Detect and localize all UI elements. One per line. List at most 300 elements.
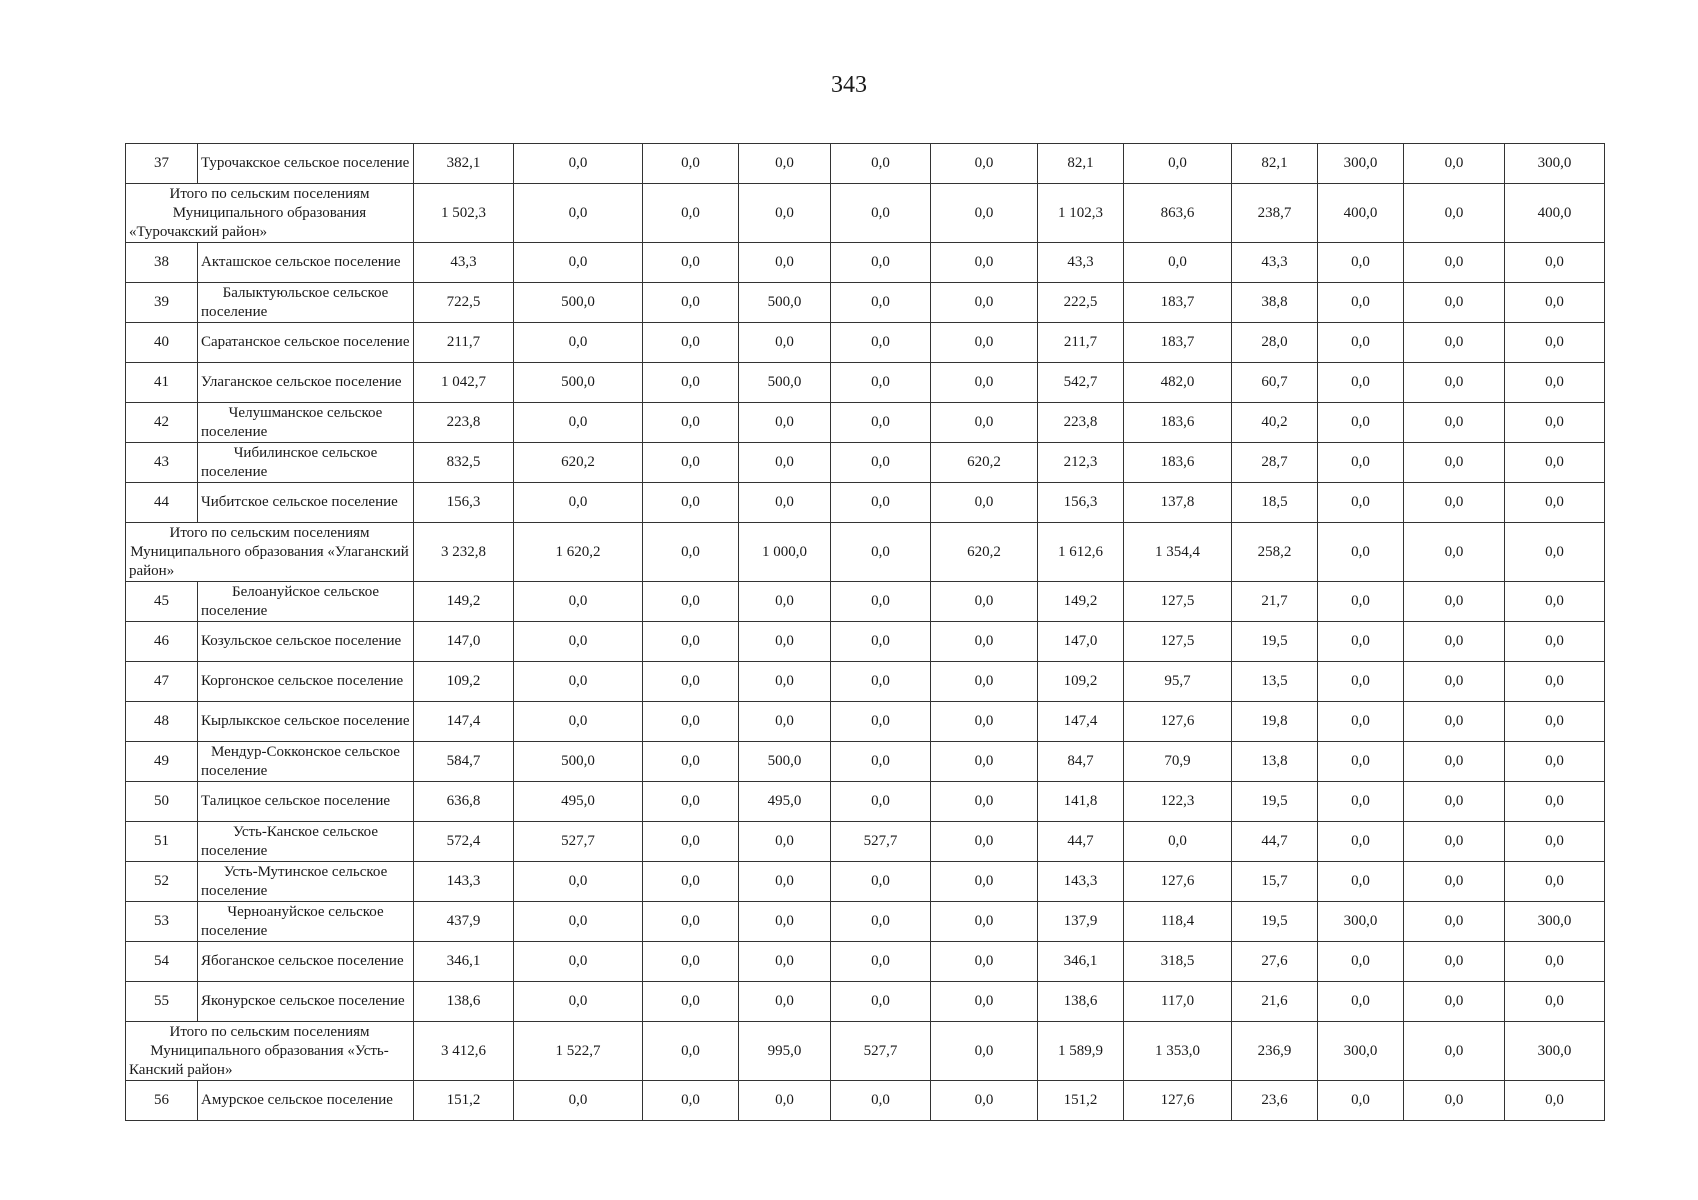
value-cell-col-2: 0,0 [514, 702, 643, 742]
value-cell-col-9: 15,7 [1232, 862, 1318, 902]
value-cell-col-9: 236,9 [1232, 1022, 1318, 1081]
settlement-name: Талицкое сельское поселение [198, 782, 414, 822]
value-cell-col-9: 40,2 [1232, 403, 1318, 443]
table-row [126, 742, 1605, 782]
settlement-name: Чибилинское сельское поселение [198, 443, 414, 483]
value-cell-col-8: 127,6 [1124, 702, 1232, 742]
row-number: 46 [126, 622, 198, 662]
value-cell-col-8: 0,0 [1124, 822, 1232, 862]
value-cell-col-1: 138,6 [414, 982, 514, 1022]
value-cell-col-1: 1 042,7 [414, 363, 514, 403]
value-cell-col-8: 122,3 [1124, 782, 1232, 822]
settlement-name: Белоануйское сельское поселение [198, 582, 414, 622]
value-cell-col-9: 13,5 [1232, 662, 1318, 702]
value-cell-col-4: 0,0 [739, 942, 831, 982]
value-cell-col-1: 143,3 [414, 862, 514, 902]
value-cell-col-1: 832,5 [414, 443, 514, 483]
value-cell-col-3: 0,0 [643, 283, 739, 323]
value-cell-col-4: 0,0 [739, 243, 831, 283]
value-cell-col-8: 1 354,4 [1124, 523, 1232, 582]
value-cell-col-8: 118,4 [1124, 902, 1232, 942]
value-cell-col-10: 0,0 [1318, 862, 1404, 902]
row-number: 54 [126, 942, 198, 982]
row-number: 52 [126, 862, 198, 902]
value-cell-col-5: 0,0 [831, 323, 931, 363]
settlement-name: Улаганское сельское поселение [198, 363, 414, 403]
table-row [126, 1081, 1605, 1121]
value-cell-col-11: 0,0 [1404, 443, 1505, 483]
value-cell-col-12: 0,0 [1505, 1081, 1605, 1121]
value-cell-col-5: 0,0 [831, 982, 931, 1022]
value-cell-col-12: 0,0 [1505, 622, 1605, 662]
value-cell-col-12: 0,0 [1505, 582, 1605, 622]
value-cell-col-7: 109,2 [1038, 662, 1124, 702]
table-row [126, 582, 1605, 622]
table-row [126, 782, 1605, 822]
value-cell-col-9: 18,5 [1232, 483, 1318, 523]
value-cell-col-11: 0,0 [1404, 942, 1505, 982]
value-cell-col-10: 0,0 [1318, 662, 1404, 702]
value-cell-col-11: 0,0 [1404, 1081, 1505, 1121]
row-number: 55 [126, 982, 198, 1022]
value-cell-col-5: 527,7 [831, 822, 931, 862]
settlement-name: Ябоганское сельское поселение [198, 942, 414, 982]
settlement-name: Черноануйское сельское поселение [198, 902, 414, 942]
value-cell-col-12: 0,0 [1505, 523, 1605, 582]
value-cell-col-11: 0,0 [1404, 902, 1505, 942]
value-cell-col-11: 0,0 [1404, 822, 1505, 862]
value-cell-col-3: 0,0 [643, 403, 739, 443]
table-row [126, 403, 1605, 443]
value-cell-col-9: 13,8 [1232, 742, 1318, 782]
value-cell-col-4: 0,0 [739, 323, 831, 363]
value-cell-col-1: 636,8 [414, 782, 514, 822]
settlement-name: Челушманское сельское поселение [198, 403, 414, 443]
value-cell-col-9: 19,5 [1232, 782, 1318, 822]
value-cell-col-11: 0,0 [1404, 662, 1505, 702]
value-cell-col-6: 620,2 [931, 523, 1038, 582]
value-cell-col-5: 0,0 [831, 523, 931, 582]
value-cell-col-1: 346,1 [414, 942, 514, 982]
value-cell-col-2: 0,0 [514, 982, 643, 1022]
value-cell-col-6: 0,0 [931, 483, 1038, 523]
value-cell-col-5: 0,0 [831, 403, 931, 443]
value-cell-col-6: 0,0 [931, 323, 1038, 363]
value-cell-col-12: 0,0 [1505, 782, 1605, 822]
value-cell-col-4: 1 000,0 [739, 523, 831, 582]
value-cell-col-12: 300,0 [1505, 144, 1605, 184]
value-cell-col-12: 0,0 [1505, 483, 1605, 523]
value-cell-col-3: 0,0 [643, 862, 739, 902]
table-row-total [126, 1022, 1605, 1081]
value-cell-col-1: 3 232,8 [414, 523, 514, 582]
value-cell-col-2: 0,0 [514, 902, 643, 942]
value-cell-col-9: 19,5 [1232, 902, 1318, 942]
value-cell-col-11: 0,0 [1404, 403, 1505, 443]
value-cell-col-10: 300,0 [1318, 1022, 1404, 1081]
value-cell-col-2: 527,7 [514, 822, 643, 862]
table-row [126, 144, 1605, 184]
value-cell-col-3: 0,0 [643, 662, 739, 702]
value-cell-col-8: 137,8 [1124, 483, 1232, 523]
settlement-name: Козульское сельское поселение [198, 622, 414, 662]
value-cell-col-3: 0,0 [643, 443, 739, 483]
value-cell-col-4: 0,0 [739, 622, 831, 662]
value-cell-col-6: 0,0 [931, 363, 1038, 403]
value-cell-col-11: 0,0 [1404, 283, 1505, 323]
row-number: 44 [126, 483, 198, 523]
value-cell-col-1: 149,2 [414, 582, 514, 622]
value-cell-col-8: 0,0 [1124, 144, 1232, 184]
value-cell-col-4: 0,0 [739, 144, 831, 184]
value-cell-col-9: 19,5 [1232, 622, 1318, 662]
value-cell-col-4: 0,0 [739, 982, 831, 1022]
value-cell-col-6: 620,2 [931, 443, 1038, 483]
table-row [126, 363, 1605, 403]
value-cell-col-10: 0,0 [1318, 782, 1404, 822]
value-cell-col-7: 1 612,6 [1038, 523, 1124, 582]
row-number: 37 [126, 144, 198, 184]
value-cell-col-10: 0,0 [1318, 702, 1404, 742]
total-label: Итого по сельским поселениям Муниципального образования «Турочакский район» [126, 184, 414, 243]
value-cell-col-8: 482,0 [1124, 363, 1232, 403]
value-cell-col-4: 0,0 [739, 443, 831, 483]
value-cell-col-6: 0,0 [931, 742, 1038, 782]
value-cell-col-11: 0,0 [1404, 582, 1505, 622]
row-number: 53 [126, 902, 198, 942]
value-cell-col-10: 0,0 [1318, 403, 1404, 443]
value-cell-col-4: 0,0 [739, 902, 831, 942]
value-cell-col-4: 995,0 [739, 1022, 831, 1081]
value-cell-col-1: 223,8 [414, 403, 514, 443]
value-cell-col-4: 0,0 [739, 662, 831, 702]
row-number: 43 [126, 443, 198, 483]
value-cell-col-3: 0,0 [643, 622, 739, 662]
value-cell-col-6: 0,0 [931, 702, 1038, 742]
value-cell-col-8: 863,6 [1124, 184, 1232, 243]
value-cell-col-2: 0,0 [514, 942, 643, 982]
value-cell-col-4: 500,0 [739, 363, 831, 403]
settlement-name: Амурское сельское поселение [198, 1081, 414, 1121]
value-cell-col-8: 95,7 [1124, 662, 1232, 702]
value-cell-col-5: 0,0 [831, 782, 931, 822]
value-cell-col-2: 1 522,7 [514, 1022, 643, 1081]
value-cell-col-11: 0,0 [1404, 622, 1505, 662]
value-cell-col-4: 0,0 [739, 184, 831, 243]
value-cell-col-10: 0,0 [1318, 942, 1404, 982]
value-cell-col-10: 0,0 [1318, 622, 1404, 662]
table-row [126, 443, 1605, 483]
value-cell-col-2: 500,0 [514, 283, 643, 323]
value-cell-col-10: 0,0 [1318, 243, 1404, 283]
value-cell-col-8: 127,5 [1124, 622, 1232, 662]
total-label: Итого по сельским поселениям Муниципального образования «Усть-Канский район» [126, 1022, 414, 1081]
value-cell-col-4: 500,0 [739, 742, 831, 782]
value-cell-col-3: 0,0 [643, 782, 739, 822]
value-cell-col-3: 0,0 [643, 902, 739, 942]
value-cell-col-2: 0,0 [514, 243, 643, 283]
value-cell-col-11: 0,0 [1404, 323, 1505, 363]
value-cell-col-7: 137,9 [1038, 902, 1124, 942]
row-number: 50 [126, 782, 198, 822]
value-cell-col-10: 0,0 [1318, 483, 1404, 523]
value-cell-col-6: 0,0 [931, 982, 1038, 1022]
table-row [126, 942, 1605, 982]
value-cell-col-1: 437,9 [414, 902, 514, 942]
value-cell-col-7: 84,7 [1038, 742, 1124, 782]
value-cell-col-2: 0,0 [514, 184, 643, 243]
value-cell-col-2: 495,0 [514, 782, 643, 822]
value-cell-col-11: 0,0 [1404, 243, 1505, 283]
settlement-name: Кырлыкское сельское поселение [198, 702, 414, 742]
value-cell-col-1: 156,3 [414, 483, 514, 523]
value-cell-col-12: 0,0 [1505, 443, 1605, 483]
table-row [126, 283, 1605, 323]
value-cell-col-12: 0,0 [1505, 662, 1605, 702]
value-cell-col-10: 0,0 [1318, 742, 1404, 782]
value-cell-col-6: 0,0 [931, 582, 1038, 622]
value-cell-col-10: 0,0 [1318, 582, 1404, 622]
value-cell-col-2: 1 620,2 [514, 523, 643, 582]
value-cell-col-8: 127,6 [1124, 862, 1232, 902]
settlement-name: Турочакское сельское поселение [198, 144, 414, 184]
value-cell-col-6: 0,0 [931, 1081, 1038, 1121]
value-cell-col-12: 0,0 [1505, 403, 1605, 443]
value-cell-col-7: 222,5 [1038, 283, 1124, 323]
value-cell-col-11: 0,0 [1404, 782, 1505, 822]
value-cell-col-9: 258,2 [1232, 523, 1318, 582]
value-cell-col-10: 300,0 [1318, 144, 1404, 184]
value-cell-col-12: 0,0 [1505, 822, 1605, 862]
row-number: 56 [126, 1081, 198, 1121]
value-cell-col-7: 1 589,9 [1038, 1022, 1124, 1081]
page-number: 343 [831, 72, 867, 98]
value-cell-col-1: 3 412,6 [414, 1022, 514, 1081]
row-number: 48 [126, 702, 198, 742]
value-cell-col-1: 147,0 [414, 622, 514, 662]
table-row [126, 662, 1605, 702]
value-cell-col-8: 0,0 [1124, 243, 1232, 283]
settlement-name: Усть-Мутинское сельское поселение [198, 862, 414, 902]
value-cell-col-10: 0,0 [1318, 283, 1404, 323]
value-cell-col-6: 0,0 [931, 283, 1038, 323]
value-cell-col-8: 183,7 [1124, 283, 1232, 323]
value-cell-col-11: 0,0 [1404, 483, 1505, 523]
value-cell-col-4: 500,0 [739, 283, 831, 323]
value-cell-col-4: 0,0 [739, 403, 831, 443]
value-cell-col-5: 0,0 [831, 283, 931, 323]
row-number: 42 [126, 403, 198, 443]
value-cell-col-5: 0,0 [831, 622, 931, 662]
value-cell-col-4: 0,0 [739, 862, 831, 902]
value-cell-col-4: 0,0 [739, 1081, 831, 1121]
value-cell-col-1: 382,1 [414, 144, 514, 184]
value-cell-col-7: 43,3 [1038, 243, 1124, 283]
value-cell-col-10: 0,0 [1318, 523, 1404, 582]
value-cell-col-8: 127,6 [1124, 1081, 1232, 1121]
value-cell-col-3: 0,0 [643, 483, 739, 523]
value-cell-col-5: 0,0 [831, 1081, 931, 1121]
value-cell-col-7: 156,3 [1038, 483, 1124, 523]
table-row-total [126, 184, 1605, 243]
value-cell-col-3: 0,0 [643, 1081, 739, 1121]
value-cell-col-7: 44,7 [1038, 822, 1124, 862]
value-cell-col-9: 27,6 [1232, 942, 1318, 982]
value-cell-col-3: 0,0 [643, 243, 739, 283]
value-cell-col-2: 0,0 [514, 144, 643, 184]
value-cell-col-12: 0,0 [1505, 702, 1605, 742]
value-cell-col-8: 183,7 [1124, 323, 1232, 363]
value-cell-col-1: 584,7 [414, 742, 514, 782]
value-cell-col-3: 0,0 [643, 523, 739, 582]
value-cell-col-9: 82,1 [1232, 144, 1318, 184]
value-cell-col-5: 0,0 [831, 483, 931, 523]
value-cell-col-6: 0,0 [931, 822, 1038, 862]
value-cell-col-7: 82,1 [1038, 144, 1124, 184]
value-cell-col-1: 151,2 [414, 1081, 514, 1121]
value-cell-col-8: 117,0 [1124, 982, 1232, 1022]
value-cell-col-10: 0,0 [1318, 363, 1404, 403]
value-cell-col-6: 0,0 [931, 942, 1038, 982]
value-cell-col-10: 0,0 [1318, 982, 1404, 1022]
value-cell-col-7: 223,8 [1038, 403, 1124, 443]
value-cell-col-8: 127,5 [1124, 582, 1232, 622]
value-cell-col-5: 0,0 [831, 862, 931, 902]
value-cell-col-7: 542,7 [1038, 363, 1124, 403]
value-cell-col-7: 149,2 [1038, 582, 1124, 622]
value-cell-col-11: 0,0 [1404, 144, 1505, 184]
value-cell-col-6: 0,0 [931, 243, 1038, 283]
value-cell-col-12: 0,0 [1505, 942, 1605, 982]
value-cell-col-9: 44,7 [1232, 822, 1318, 862]
value-cell-col-7: 138,6 [1038, 982, 1124, 1022]
value-cell-col-7: 141,8 [1038, 782, 1124, 822]
value-cell-col-2: 0,0 [514, 862, 643, 902]
value-cell-col-9: 23,6 [1232, 1081, 1318, 1121]
value-cell-col-5: 527,7 [831, 1022, 931, 1081]
value-cell-col-12: 400,0 [1505, 184, 1605, 243]
value-cell-col-11: 0,0 [1404, 523, 1505, 582]
value-cell-col-9: 21,6 [1232, 982, 1318, 1022]
table-row [126, 902, 1605, 942]
value-cell-col-11: 0,0 [1404, 184, 1505, 243]
value-cell-col-11: 0,0 [1404, 702, 1505, 742]
value-cell-col-8: 1 353,0 [1124, 1022, 1232, 1081]
budget-table [125, 143, 1605, 1121]
value-cell-col-10: 0,0 [1318, 1081, 1404, 1121]
value-cell-col-2: 0,0 [514, 1081, 643, 1121]
value-cell-col-3: 0,0 [643, 363, 739, 403]
value-cell-col-12: 0,0 [1505, 323, 1605, 363]
settlement-name: Усть-Канское сельское поселение [198, 822, 414, 862]
value-cell-col-8: 70,9 [1124, 742, 1232, 782]
value-cell-col-6: 0,0 [931, 184, 1038, 243]
value-cell-col-5: 0,0 [831, 702, 931, 742]
value-cell-col-2: 0,0 [514, 323, 643, 363]
value-cell-col-3: 0,0 [643, 742, 739, 782]
value-cell-col-8: 318,5 [1124, 942, 1232, 982]
value-cell-col-3: 0,0 [643, 582, 739, 622]
value-cell-col-6: 0,0 [931, 144, 1038, 184]
value-cell-col-3: 0,0 [643, 1022, 739, 1081]
value-cell-col-4: 0,0 [739, 582, 831, 622]
value-cell-col-7: 212,3 [1038, 443, 1124, 483]
value-cell-col-6: 0,0 [931, 622, 1038, 662]
row-number: 51 [126, 822, 198, 862]
value-cell-col-5: 0,0 [831, 443, 931, 483]
row-number: 41 [126, 363, 198, 403]
value-cell-col-10: 400,0 [1318, 184, 1404, 243]
table-row [126, 702, 1605, 742]
value-cell-col-6: 0,0 [931, 782, 1038, 822]
value-cell-col-1: 43,3 [414, 243, 514, 283]
value-cell-col-12: 0,0 [1505, 283, 1605, 323]
value-cell-col-4: 0,0 [739, 483, 831, 523]
value-cell-col-5: 0,0 [831, 243, 931, 283]
value-cell-col-5: 0,0 [831, 942, 931, 982]
table-row [126, 862, 1605, 902]
settlement-name: Акташское сельское поселение [198, 243, 414, 283]
row-number: 39 [126, 283, 198, 323]
value-cell-col-4: 0,0 [739, 702, 831, 742]
value-cell-col-1: 1 502,3 [414, 184, 514, 243]
value-cell-col-1: 722,5 [414, 283, 514, 323]
value-cell-col-11: 0,0 [1404, 1022, 1505, 1081]
value-cell-col-12: 0,0 [1505, 862, 1605, 902]
value-cell-col-3: 0,0 [643, 184, 739, 243]
value-cell-col-9: 38,8 [1232, 283, 1318, 323]
value-cell-col-1: 572,4 [414, 822, 514, 862]
value-cell-col-3: 0,0 [643, 144, 739, 184]
total-label: Итого по сельским поселениям Муниципального образования «Улаганский район» [126, 523, 414, 582]
value-cell-col-6: 0,0 [931, 403, 1038, 443]
value-cell-col-2: 0,0 [514, 582, 643, 622]
value-cell-col-9: 19,8 [1232, 702, 1318, 742]
value-cell-col-12: 0,0 [1505, 243, 1605, 283]
value-cell-col-12: 300,0 [1505, 1022, 1605, 1081]
table-row [126, 982, 1605, 1022]
table-body [126, 144, 1605, 1121]
value-cell-col-7: 147,0 [1038, 622, 1124, 662]
value-cell-col-5: 0,0 [831, 902, 931, 942]
value-cell-col-9: 238,7 [1232, 184, 1318, 243]
value-cell-col-6: 0,0 [931, 1022, 1038, 1081]
value-cell-col-1: 147,4 [414, 702, 514, 742]
value-cell-col-8: 183,6 [1124, 443, 1232, 483]
value-cell-col-10: 0,0 [1318, 323, 1404, 363]
settlement-name: Мендур-Сокконское сельское поселение [198, 742, 414, 782]
value-cell-col-12: 0,0 [1505, 982, 1605, 1022]
value-cell-col-5: 0,0 [831, 184, 931, 243]
value-cell-col-9: 43,3 [1232, 243, 1318, 283]
value-cell-col-4: 0,0 [739, 822, 831, 862]
table-row [126, 243, 1605, 283]
value-cell-col-10: 0,0 [1318, 822, 1404, 862]
value-cell-col-9: 28,7 [1232, 443, 1318, 483]
table-row [126, 622, 1605, 662]
value-cell-col-4: 495,0 [739, 782, 831, 822]
value-cell-col-9: 21,7 [1232, 582, 1318, 622]
value-cell-col-3: 0,0 [643, 982, 739, 1022]
value-cell-col-9: 60,7 [1232, 363, 1318, 403]
settlement-name: Яконурское сельское поселение [198, 982, 414, 1022]
value-cell-col-2: 0,0 [514, 403, 643, 443]
value-cell-col-7: 346,1 [1038, 942, 1124, 982]
value-cell-col-7: 211,7 [1038, 323, 1124, 363]
value-cell-col-1: 211,7 [414, 323, 514, 363]
value-cell-col-7: 1 102,3 [1038, 184, 1124, 243]
table-row-total [126, 523, 1605, 582]
